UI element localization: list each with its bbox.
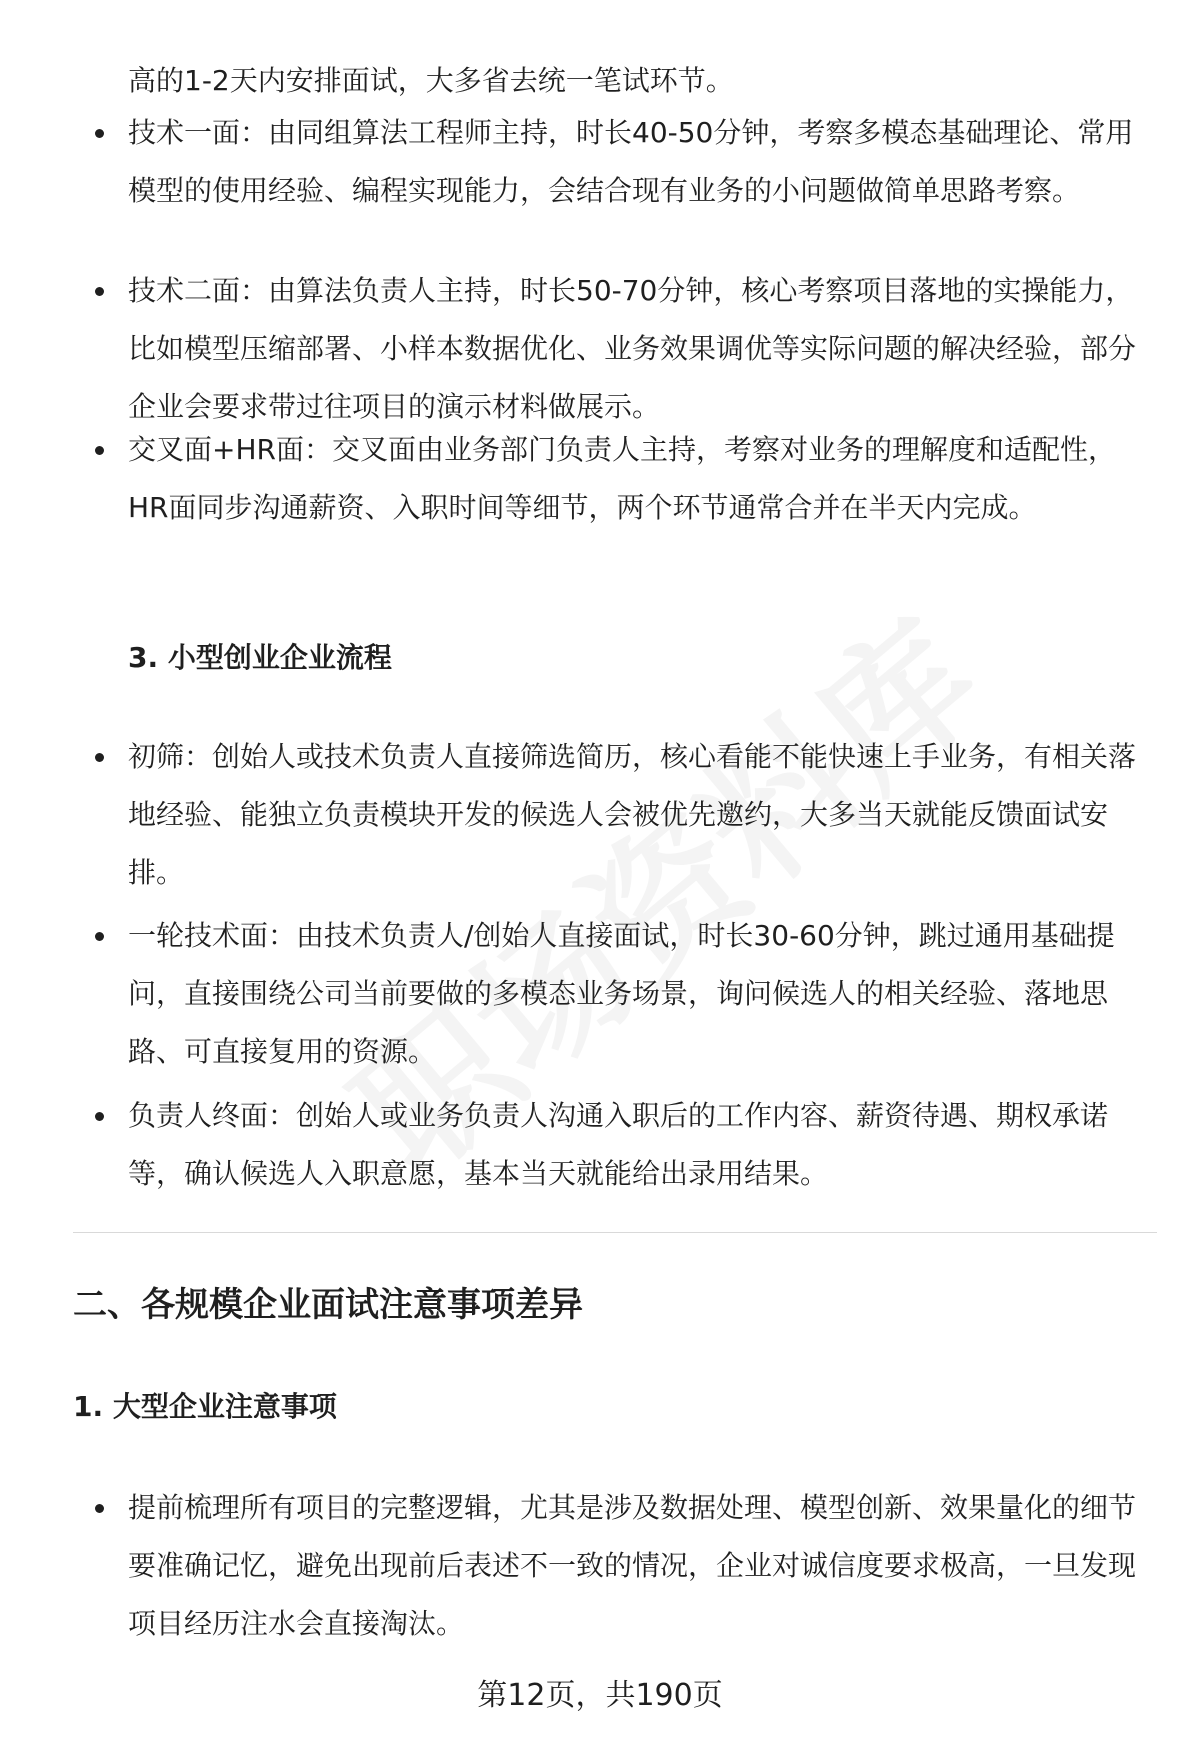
large-company-heading: 1. 大型企业注意事项 [73, 1390, 337, 1423]
bullet-icon [95, 129, 104, 138]
section-heading: 二、各规模企业面试注意事项差异 [73, 1285, 583, 1325]
bullet-icon [95, 753, 104, 762]
bullet-icon [95, 287, 104, 296]
intro-line: 高的1-2天内安排面试，大多省去统一笔试环节。 [128, 64, 734, 97]
list-item-text: 提前梳理所有项目的完整逻辑，尤其是涉及数据处理、模型创新、效果量化的细节要准确记忆，避免出现前后表述不一致的情况，企业对诚信度要求极高，一旦发现项目经历注水会直接淘汰。 [128, 1491, 1137, 1640]
bullet-icon [95, 932, 104, 941]
bullet-icon [95, 1112, 104, 1121]
list-item-text: 初筛：创始人或技术负责人直接筛选简历，核心看能不能快速上手业务，有相关落地经验、能独立负责模块开发的候选人会被优先邀约，大多当天就能反馈面试安排。 [128, 740, 1137, 889]
section-divider [73, 1232, 1157, 1233]
list-item-text: 交叉面+HR面：交叉面由业务部门负责人主持，考察对业务的理解度和适配性，HR面同步沟通薪资、入职时间等细节，两个环节通常合并在半天内完成。 [128, 433, 1116, 524]
list-item-text: 负责人终面：创始人或业务负责人沟通入职后的工作内容、薪资待遇、期权承诺等，确认候选人入职意愿，基本当天就能给出录用结果。 [128, 1099, 1109, 1190]
bullet-icon [95, 446, 104, 455]
list-item-text: 一轮技术面：由技术负责人/创始人直接面试，时长30-60分钟，跳过通用基础提问，直接围绕公司当前要做的多模态业务场景，询问候选人的相关经验、落地思路、可直接复用的资源。 [128, 919, 1115, 1068]
bullet-icon [95, 1504, 104, 1513]
list-item-text: 技术二面：由算法负责人主持，时长50-70分钟，核心考察项目落地的实操能力，比如模型压缩部署、小样本数据优化、业务效果调优等实际问题的解决经验，部分企业会要求带过往项目的演示材料做展示。 [128, 274, 1137, 423]
page-footer: 第12页，共190页 [477, 1678, 723, 1713]
list-item-text: 技术一面：由同组算法工程师主持，时长40-50分钟，考察多模态基础理论、常用模型的使用经验、编程实现能力，会结合现有业务的小问题做简单思路考察。 [128, 116, 1134, 207]
small-company-heading: 3. 小型创业企业流程 [128, 641, 392, 674]
